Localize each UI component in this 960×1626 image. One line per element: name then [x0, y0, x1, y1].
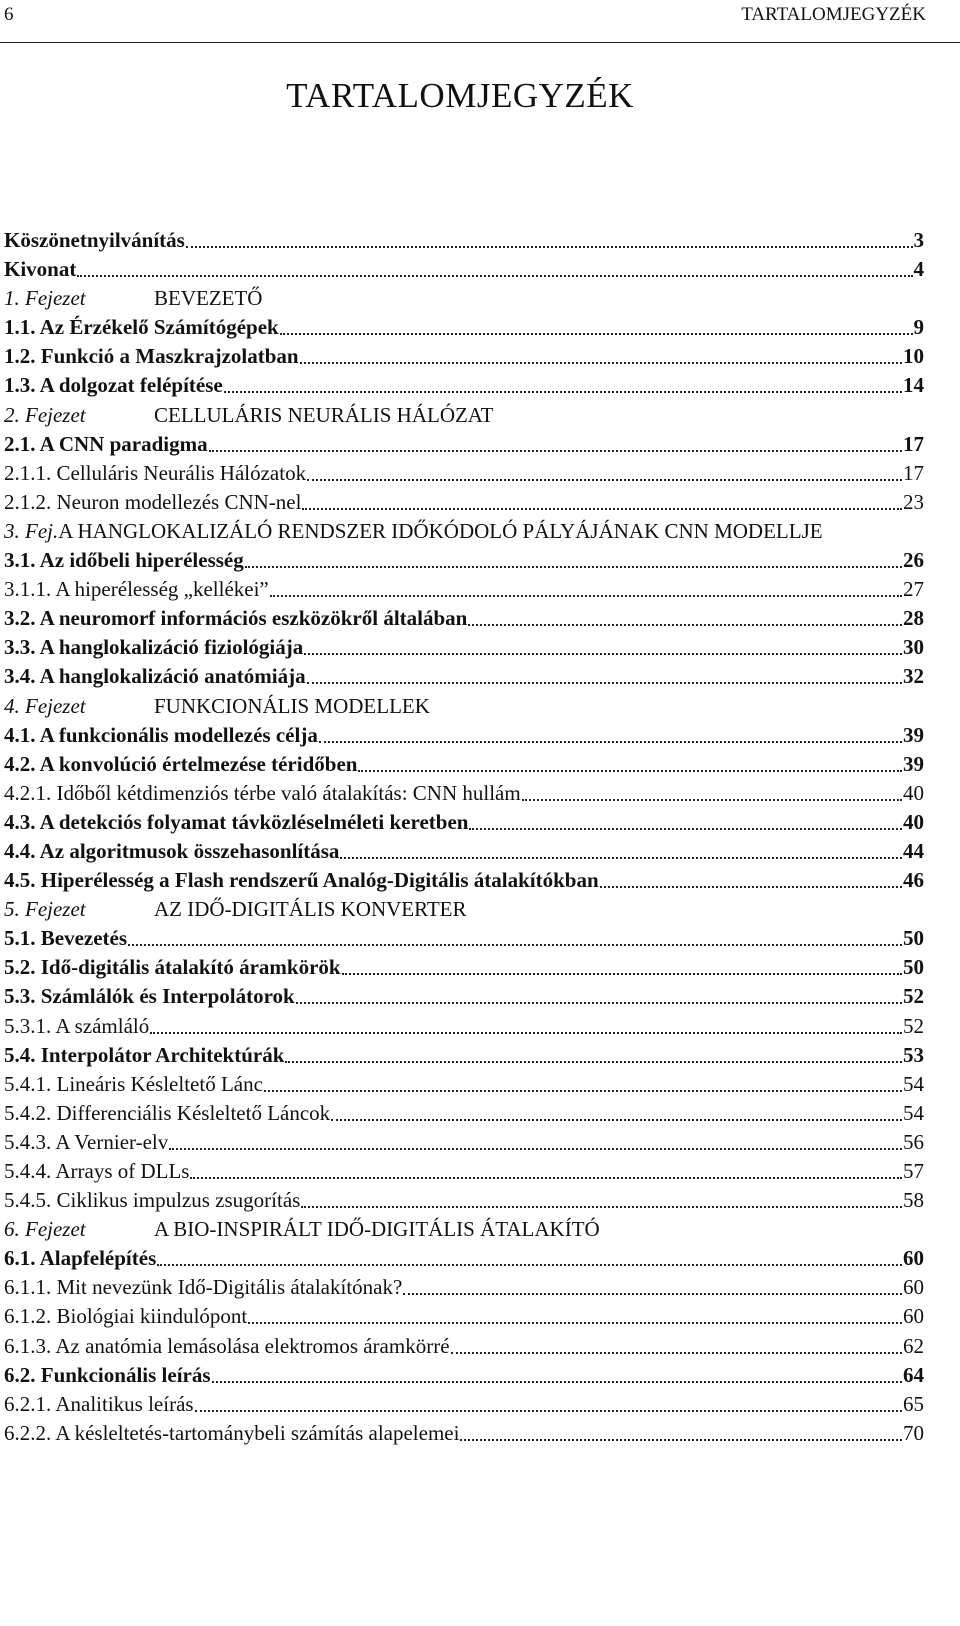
toc-page-number: 10: [903, 344, 924, 369]
chapter-number: 4. Fejezet: [4, 693, 86, 718]
toc-page-number: 53: [903, 1042, 924, 1067]
dot-leader: [300, 346, 902, 364]
toc-entry: [4, 662, 924, 691]
toc-entry: [4, 1273, 924, 1302]
dot-leader: [280, 317, 913, 335]
chapter-title: A BIO-INSPIRÁLT IDŐ-DIGITÁLIS ÁTALAKÍTÓ: [154, 1217, 600, 1242]
chapter-number: 3. Fej.: [4, 518, 59, 543]
toc-entry-label: Kivonat: [4, 257, 77, 282]
toc-entry-label: 4.2.1. Időből kétdimenziós térbe való átalakítás: CNN hullám: [4, 780, 521, 805]
dot-leader: [157, 1248, 902, 1266]
toc-page-number: 65: [903, 1391, 924, 1416]
dot-leader: [212, 1365, 902, 1383]
toc-entry: [4, 721, 924, 750]
dot-leader: [307, 463, 902, 481]
toc-page-number: 60: [903, 1275, 924, 1300]
dot-leader: [469, 812, 902, 830]
toc-entry: [4, 546, 924, 575]
toc-entry: [4, 633, 924, 662]
chapter-title: CELLULÁRIS NEURÁLIS HÁLÓZAT: [154, 402, 494, 427]
toc-page-number: 39: [903, 751, 924, 776]
toc-entry-label: 5.4. Interpolátor Architektúrák: [4, 1042, 285, 1067]
toc-entry: [4, 1012, 924, 1041]
header-rule: [0, 42, 960, 43]
dot-leader: [195, 1394, 902, 1412]
toc-entry-label: 4.1. A funkcionális modellezés célja: [4, 722, 318, 747]
toc-chapter-heading: [4, 895, 924, 924]
toc-page-number: 17: [903, 431, 924, 456]
page-title: TARTALOMJEGYZÉK: [286, 76, 634, 115]
chapter-title: AZ IDŐ-DIGITÁLIS KONVERTER: [154, 897, 467, 922]
toc-chapter-heading: [4, 284, 924, 313]
toc-entry-label: 3.2. A neuromorf információs eszközökről általában: [4, 606, 468, 631]
toc-entry: [4, 575, 924, 604]
toc-page-number: 57: [903, 1159, 924, 1183]
toc-page-number: 3: [913, 228, 924, 252]
toc-entry: [4, 1390, 924, 1419]
toc-entry: [4, 1128, 924, 1157]
toc-entry-label: 6.2.2. A késleltetés-tartománybeli számítás alapelemei: [4, 1420, 460, 1445]
toc-page-number: 44: [903, 838, 924, 863]
dot-leader: [302, 492, 902, 510]
dot-leader: [468, 608, 902, 626]
toc-entry-label: 3.1.1. A hiperélesség „kellékei”: [4, 577, 269, 602]
toc-entry-label: 3.4. A hanglokalizáció anatómiája: [4, 664, 306, 689]
toc-page-number: 50: [903, 955, 924, 980]
dot-leader: [319, 725, 902, 743]
toc-entry: [4, 430, 924, 459]
dot-leader: [209, 434, 902, 452]
toc-entry-label: 6.1.1. Mit nevezünk Idő-Digitális átalakítónak?: [4, 1275, 403, 1300]
chapter-title: A HANGLOKALIZÁLÓ RENDSZER IDŐKÓDOLÓ PÁLYÁJÁNAK CNN MODELLJE: [58, 518, 823, 543]
toc-entry-label: 6.1.3. Az anatómia lemásolása elektromos áramkörré: [4, 1333, 450, 1358]
toc-page-number: 30: [903, 635, 924, 660]
toc-entry-label: 6.2.1. Analitikus leírás: [4, 1391, 194, 1416]
toc-page-number: 46: [903, 868, 924, 893]
toc-entry: [4, 255, 924, 284]
chapter-title: FUNKCIONÁLIS MODELLEK: [154, 693, 430, 718]
toc-entry: [4, 1244, 924, 1273]
toc-entry: [4, 982, 924, 1011]
chapter-title: BEVEZETŐ: [154, 286, 263, 311]
toc-page-number: 27: [903, 577, 924, 602]
dot-leader: [169, 1132, 902, 1150]
chapter-number: 5. Fejezet: [4, 897, 86, 922]
toc-page-number: 14: [903, 373, 924, 398]
toc-page-number: 26: [903, 548, 924, 573]
toc-page-number: 54: [903, 1100, 924, 1125]
running-title: TARTALOMJEGYZÉK: [741, 4, 926, 25]
toc-chapter-heading: [4, 1215, 924, 1244]
chapter-number: 6. Fejezet: [4, 1217, 86, 1242]
dot-leader: [342, 957, 902, 975]
toc-entry: [4, 837, 924, 866]
toc-entry-label: 5.3.1. A számláló: [4, 1013, 150, 1038]
toc-entry: [4, 866, 924, 895]
toc-entry-label: 5.4.3. A Vernier-elv: [4, 1129, 169, 1154]
toc-entry-label: 4.4. Az algoritmusok összehasonlítása: [4, 838, 340, 863]
toc-entry-label: 5.4.4. Arrays of DLLs: [4, 1159, 190, 1183]
dot-leader: [224, 375, 902, 393]
toc-entry-label: 6.1.2. Biológiai kiindulópont: [4, 1304, 248, 1329]
toc-page-number: 4: [913, 257, 924, 282]
toc-page-number: 56: [903, 1129, 924, 1154]
toc-page-number: 54: [903, 1071, 924, 1096]
toc-entry: [4, 1099, 924, 1128]
toc-page-number: 40: [903, 809, 924, 834]
dot-leader: [340, 841, 902, 859]
dot-leader: [285, 1045, 902, 1063]
dot-leader: [264, 1074, 902, 1092]
toc-entry: [4, 1070, 924, 1099]
dot-leader: [150, 1016, 902, 1034]
dot-leader: [245, 550, 902, 568]
toc-entry-label: 2.1.1. Celluláris Neurális Hálózatok: [4, 460, 307, 485]
chapter-number: 1. Fejezet: [4, 286, 86, 311]
toc-page-number: 17: [903, 460, 924, 485]
dot-leader: [451, 1336, 902, 1354]
toc-page-number: 23: [903, 489, 924, 514]
toc-entry-label: 2.1. A CNN paradigma: [4, 431, 208, 456]
toc-page-number: 60: [903, 1246, 924, 1271]
dot-leader: [296, 986, 902, 1004]
toc-entry: [4, 750, 924, 779]
dot-leader: [186, 230, 913, 248]
toc-entry: [4, 313, 924, 342]
toc-entry-label: 1.2. Funkció a Maszkrajzolatban: [4, 344, 299, 369]
dot-leader: [460, 1423, 902, 1441]
toc-page-number: 62: [903, 1333, 924, 1358]
dot-leader: [128, 928, 902, 946]
toc-entry: [4, 371, 924, 400]
toc-entry: [4, 1157, 924, 1186]
dot-leader: [522, 783, 902, 801]
toc-entry-label: Köszönetnyilvánítás: [4, 228, 185, 252]
toc-entry-label: 5.2. Idő-digitális átalakító áramkörök: [4, 955, 341, 980]
dot-leader: [358, 754, 902, 772]
toc-page-number: 64: [903, 1362, 924, 1387]
toc-entry: [4, 1041, 924, 1070]
toc-page-number: 52: [903, 984, 924, 1009]
toc-entry-label: 2.1.2. Neuron modellezés CNN-nel: [4, 489, 302, 514]
toc-entry-label: 5.4.2. Differenciális Késleltető Láncok: [4, 1100, 331, 1125]
toc-entry: [4, 459, 924, 488]
toc-entry: [4, 1302, 924, 1331]
toc-page-number: 70: [903, 1420, 924, 1445]
toc-entry-label: 5.3. Számlálók és Interpolátorok: [4, 984, 295, 1009]
chapter-number: 2. Fejezet: [4, 402, 86, 427]
toc-entry-label: 3.1. Az időbeli hiperélesség: [4, 548, 244, 573]
toc-entry: [4, 808, 924, 837]
dot-leader: [77, 259, 912, 277]
toc-chapter-heading: [4, 692, 924, 721]
toc-chapter-heading: [4, 517, 924, 546]
toc-page-number: 32: [903, 664, 924, 689]
toc-chapter-heading: [4, 401, 924, 430]
toc-entry: [4, 1419, 924, 1448]
page-number: 6: [4, 4, 14, 25]
running-head: [0, 2, 960, 30]
toc-page-number: 60: [903, 1304, 924, 1329]
toc-entry: [4, 924, 924, 953]
toc-entry: [4, 604, 924, 633]
toc-entry: [4, 779, 924, 808]
dot-leader: [270, 579, 902, 597]
toc-entry-label: 3.3. A hanglokalizáció fiziológiája: [4, 635, 304, 660]
toc-page-number: 9: [913, 315, 924, 340]
toc-entry: [4, 226, 924, 255]
toc-entry-label: 1.1. Az Érzékelő Számítógépek: [4, 315, 279, 340]
toc-page-number: 58: [903, 1188, 924, 1213]
toc-entry: [4, 1361, 924, 1390]
toc-entry-label: 6.1. Alapfelépítés: [4, 1246, 157, 1271]
dot-leader: [307, 666, 902, 684]
toc-entry: [4, 1332, 924, 1361]
toc-entry-label: 4.2. A konvolúció értelmezése téridőben: [4, 751, 358, 776]
toc-entry-label: 5.4.1. Lineáris Késleltető Lánc: [4, 1071, 263, 1096]
toc-entry-label: 6.2. Funkcionális leírás: [4, 1362, 211, 1387]
toc-page-number: 28: [903, 606, 924, 631]
dot-leader: [248, 1306, 902, 1324]
dot-leader: [304, 637, 902, 655]
dot-leader: [331, 1103, 902, 1121]
table-of-contents: [4, 226, 924, 1448]
toc-page-number: 40: [903, 780, 924, 805]
toc-entry-label: 4.3. A detekciós folyamat távközléselméleti keretben: [4, 809, 469, 834]
toc-entry-label: 4.5. Hiperélesség a Flash rendszerű Analóg-Digitális átalakítókban: [4, 868, 599, 893]
toc-entry: [4, 953, 924, 982]
toc-entry: [4, 1186, 924, 1215]
toc-entry: [4, 342, 924, 371]
dot-leader: [403, 1277, 902, 1295]
dot-leader: [301, 1190, 902, 1208]
toc-entry: [4, 488, 924, 517]
dot-leader: [600, 870, 902, 888]
toc-entry-label: 5.4.5. Ciklikus impulzus zsugorítás: [4, 1188, 301, 1213]
toc-page-number: 52: [903, 1013, 924, 1038]
toc-entry-label: 1.3. A dolgozat felépítése: [4, 373, 223, 398]
toc-page-number: 39: [903, 722, 924, 747]
toc-page-number: 50: [903, 926, 924, 951]
toc-entry-label: 5.1. Bevezetés: [4, 926, 128, 951]
dot-leader: [190, 1161, 902, 1179]
